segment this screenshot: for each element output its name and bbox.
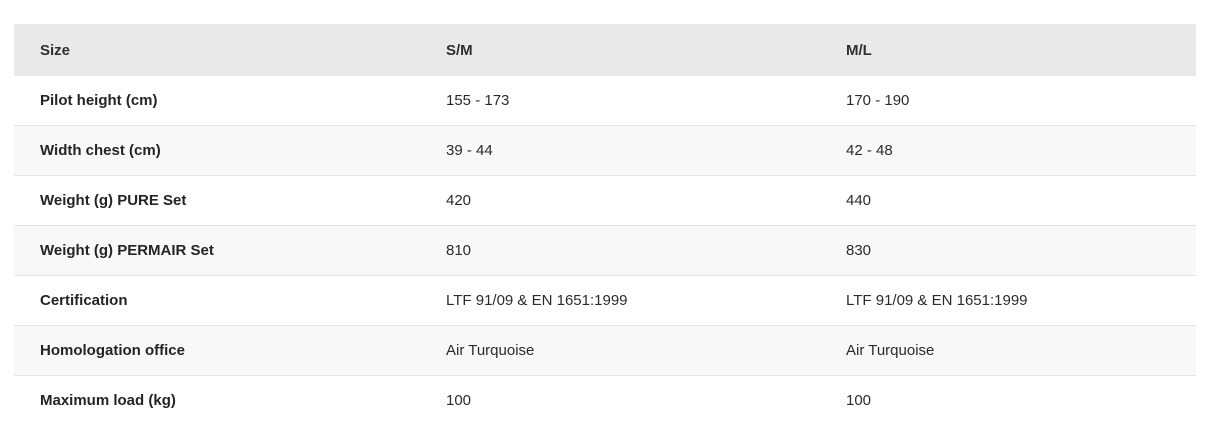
row-label: Pilot height (cm) — [14, 76, 420, 126]
row-value-sm: 810 — [420, 226, 820, 276]
table-row — [14, 276, 1196, 326]
row-value-sm: Air Turquoise — [420, 326, 820, 376]
row-label: Weight (g) PURE Set — [14, 176, 420, 226]
table-row — [14, 126, 1196, 176]
row-value-ml: 170 - 190 — [820, 76, 1196, 126]
column-header-sm: S/M — [420, 24, 820, 76]
table-row — [14, 176, 1196, 226]
row-value-sm: 155 - 173 — [420, 76, 820, 126]
table-header — [14, 24, 1196, 76]
row-label: Certification — [14, 276, 420, 326]
row-value-ml: 830 — [820, 226, 1196, 276]
row-label: Maximum load (kg) — [14, 376, 420, 424]
specifications-table — [14, 24, 1196, 424]
row-value-sm: 39 - 44 — [420, 126, 820, 176]
column-header-size: Size — [14, 24, 420, 76]
row-value-sm: 420 — [420, 176, 820, 226]
row-label: Width chest (cm) — [14, 126, 420, 176]
row-value-ml: Air Turquoise — [820, 326, 1196, 376]
row-label: Homologation office — [14, 326, 420, 376]
table-row — [14, 226, 1196, 276]
row-value-ml: LTF 91/09 & EN 1651:1999 — [820, 276, 1196, 326]
row-value-ml: 440 — [820, 176, 1196, 226]
column-header-ml: M/L — [820, 24, 1196, 76]
table-body — [14, 76, 1196, 424]
row-label: Weight (g) PERMAIR Set — [14, 226, 420, 276]
table-row — [14, 76, 1196, 126]
row-value-ml: 100 — [820, 376, 1196, 424]
row-value-sm: 100 — [420, 376, 820, 424]
row-value-sm: LTF 91/09 & EN 1651:1999 — [420, 276, 820, 326]
table-row — [14, 376, 1196, 424]
row-value-ml: 42 - 48 — [820, 126, 1196, 176]
table-header-row — [14, 24, 1196, 76]
table-row — [14, 326, 1196, 376]
